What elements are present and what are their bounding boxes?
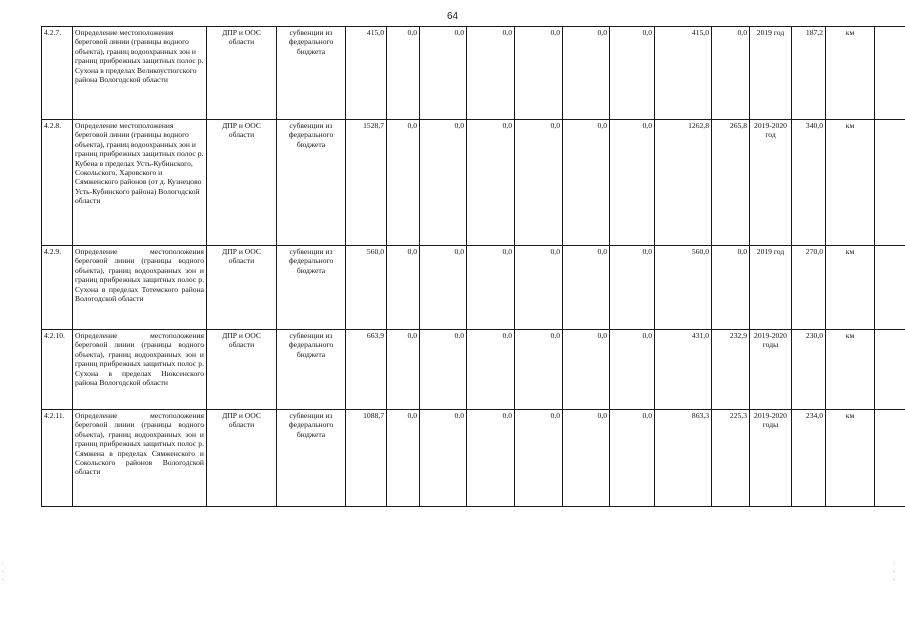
activity-description: Определение местоположения береговой линии (границы водного объекта), границ водоохранных зон и границ прибрежных защитных полос р. Сухона в пределах Великоустюгского района Вологодской области [73, 27, 207, 120]
term-cell: 2019-2020 годы [750, 410, 792, 507]
row-number: 4.2.9. [42, 246, 73, 330]
unit-cell: км [826, 27, 875, 120]
value-cell: 0,0 [563, 246, 610, 330]
table-row [42, 120, 905, 246]
scan-edge-mark: : - - [893, 561, 895, 583]
term-cell: 2019 год [750, 27, 792, 120]
executor-cell: ДПР и ООС области [207, 120, 277, 246]
page-number: 64 [446, 11, 459, 22]
value-cell: 0,0 [467, 410, 515, 507]
value-cell: 1262,8 [655, 120, 712, 246]
unit-cell: км [826, 410, 875, 507]
empty-cell [875, 246, 905, 330]
value-cell: 0,0 [387, 410, 420, 507]
value-cell: 560,0 [655, 246, 712, 330]
program-activities-table [41, 26, 905, 507]
funding-source-cell: субвенции из федерального бюджета [277, 246, 346, 330]
value-cell: 0,0 [610, 330, 655, 410]
executor-cell: ДПР и ООС области [207, 246, 277, 330]
empty-cell [875, 410, 905, 507]
value-cell: 0,0 [563, 120, 610, 246]
value-total: 560,0 [346, 246, 387, 330]
value-cell: 0,0 [515, 330, 563, 410]
value-cell: 0,0 [563, 330, 610, 410]
unit-cell: км [826, 120, 875, 246]
value-cell: 0,0 [515, 410, 563, 507]
term-cell: 2019-2020 год [750, 120, 792, 246]
value-cell: 863,3 [655, 410, 712, 507]
executor-cell: ДПР и ООС области [207, 410, 277, 507]
quantity-cell: 270,0 [792, 246, 826, 330]
value-total: 1528,7 [346, 120, 387, 246]
value-cell: 0,0 [712, 246, 750, 330]
value-cell: 265,8 [712, 120, 750, 246]
value-cell: 0,0 [515, 246, 563, 330]
empty-cell [875, 27, 905, 120]
value-cell: 0,0 [610, 410, 655, 507]
value-cell: 415,0 [655, 27, 712, 120]
value-cell: 0,0 [467, 27, 515, 120]
unit-cell: км [826, 330, 875, 410]
row-number: 4.2.11. [42, 410, 73, 507]
value-cell: 0,0 [387, 246, 420, 330]
table-row [42, 27, 905, 120]
value-cell: 0,0 [563, 410, 610, 507]
table-row [42, 246, 905, 330]
empty-cell [875, 330, 905, 410]
value-cell: 0,0 [610, 246, 655, 330]
row-number: 4.2.10. [42, 330, 73, 410]
value-cell: 0,0 [712, 27, 750, 120]
quantity-cell: 187,2 [792, 27, 826, 120]
value-cell: 0,0 [610, 120, 655, 246]
quantity-cell: 230,0 [792, 330, 826, 410]
value-cell: 232,9 [712, 330, 750, 410]
value-cell: 0,0 [387, 120, 420, 246]
value-total: 1088,7 [346, 410, 387, 507]
value-cell: 0,0 [420, 27, 467, 120]
term-cell: 2019-2020 годы [750, 330, 792, 410]
value-total: 663,9 [346, 330, 387, 410]
value-cell: 0,0 [467, 120, 515, 246]
value-cell: 0,0 [515, 120, 563, 246]
funding-source-cell: субвенции из федерального бюджета [277, 330, 346, 410]
row-number: 4.2.7. [42, 27, 73, 120]
term-cell: 2019 год [750, 246, 792, 330]
value-cell: 0,0 [420, 330, 467, 410]
executor-cell: ДПР и ООС области [207, 27, 277, 120]
executor-cell: ДПР и ООС области [207, 330, 277, 410]
activity-description: Определение местоположения береговой линии (границы водного объекта), границ водоохранных зон и границ прибрежных защитных полос р. Кубена в пределах Усть-Кубинского, Сокольского, Харовского и Сямженского районов (от д. Кузнецово Усть-Кубинского района) Вологодской области [73, 120, 207, 246]
value-cell: 225,3 [712, 410, 750, 507]
activity-description: Определение местоположения береговой линии (границы водного объекта), границ водоохранных зон и границ прибрежных защитных полос р. Сухона в пределах Нюксенского района Вологодской области [73, 330, 207, 410]
value-cell: 0,0 [467, 246, 515, 330]
funding-source-cell: субвенции из федерального бюджета [277, 410, 346, 507]
quantity-cell: 234,0 [792, 410, 826, 507]
value-cell: 0,0 [387, 27, 420, 120]
value-cell: 0,0 [563, 27, 610, 120]
value-cell: 431,0 [655, 330, 712, 410]
value-total: 415,0 [346, 27, 387, 120]
funding-source-cell: субвенции из федерального бюджета [277, 27, 346, 120]
value-cell: 0,0 [515, 27, 563, 120]
value-cell: 0,0 [420, 246, 467, 330]
funding-source-cell: субвенции из федерального бюджета [277, 120, 346, 246]
empty-cell [875, 120, 905, 246]
value-cell: 0,0 [610, 27, 655, 120]
activity-description: Определение местоположения береговой линии (границы водного объекта), границ водоохранных зон и границ прибрежных защитных полос р. Сямжена в пределах Сямженского и Сокольского районов Вологодской области [73, 410, 207, 507]
value-cell: 0,0 [420, 410, 467, 507]
table-row [42, 330, 905, 410]
activity-description: Определение местоположения береговой линии (границы водного объекта), границ водоохранных зон и границ прибрежных защитных полос р. Сухона в пределах Тотемского района Вологодской области [73, 246, 207, 330]
row-number: 4.2.8. [42, 120, 73, 246]
unit-cell: км [826, 246, 875, 330]
value-cell: 0,0 [387, 330, 420, 410]
quantity-cell: 340,0 [792, 120, 826, 246]
value-cell: 0,0 [467, 330, 515, 410]
value-cell: 0,0 [420, 120, 467, 246]
scan-edge-mark: : - - [2, 561, 4, 583]
table-row [42, 410, 905, 507]
